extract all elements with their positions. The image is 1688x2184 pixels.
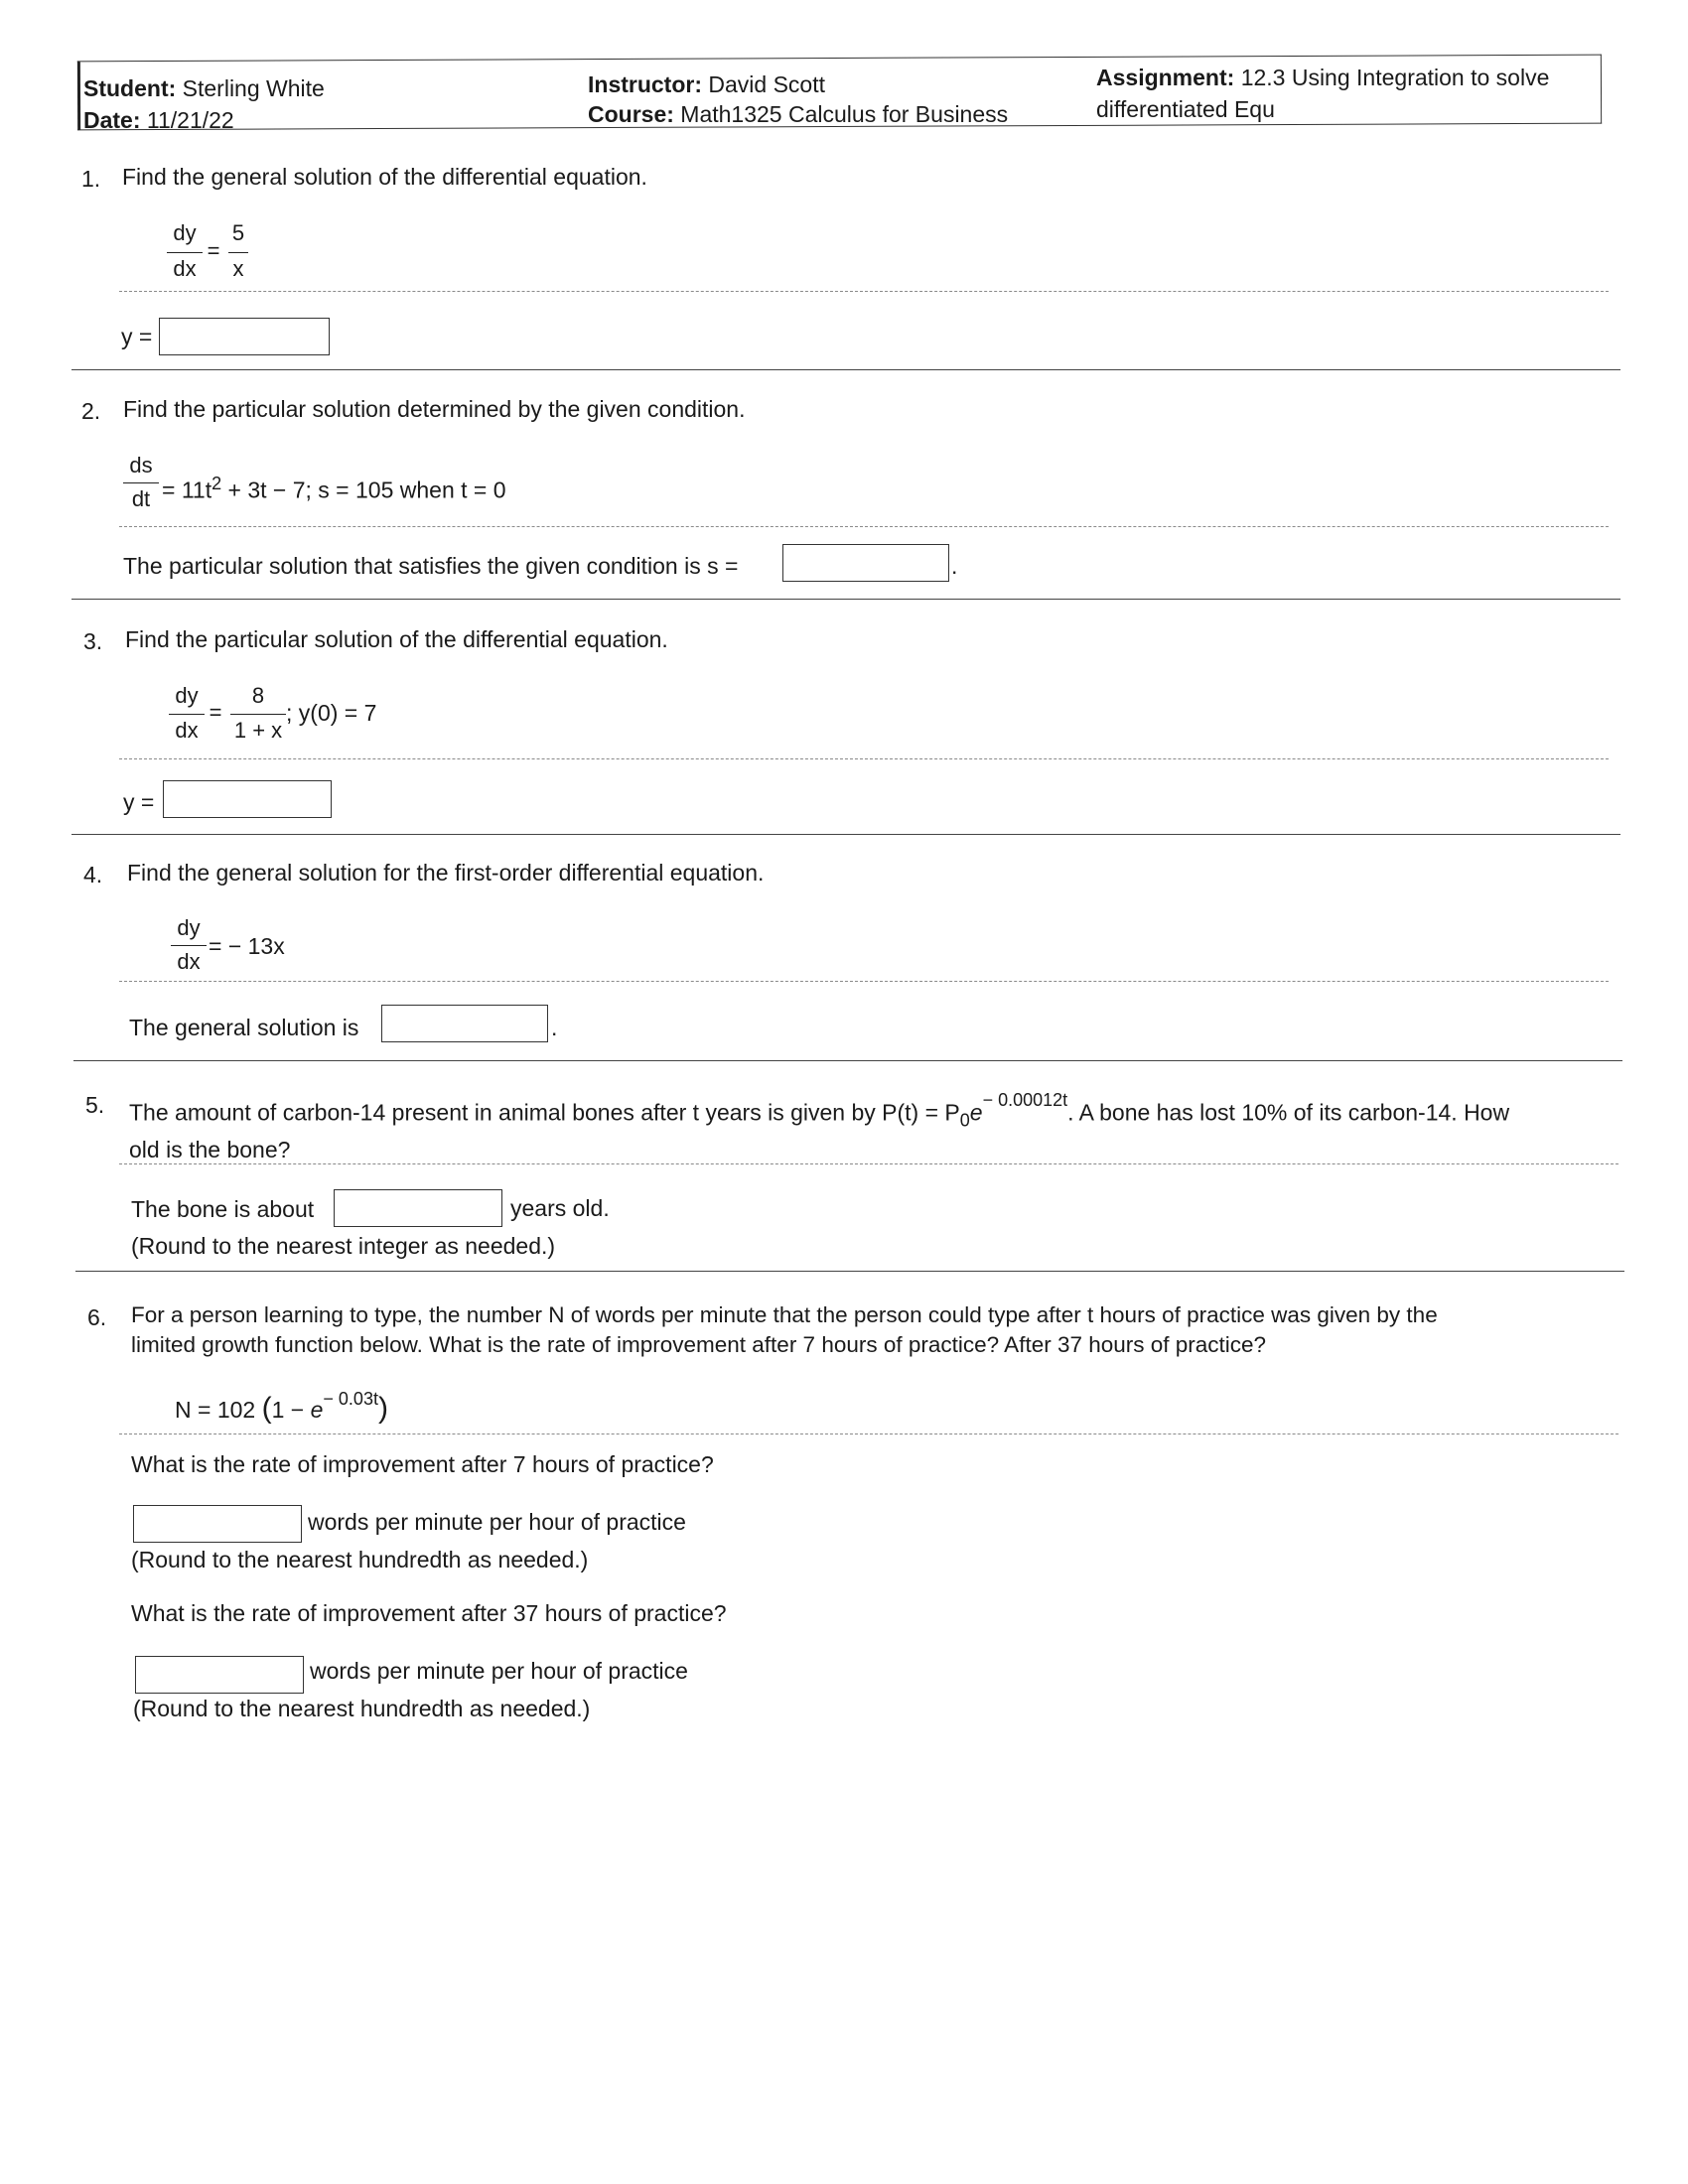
q1-rhs-den: x	[232, 256, 244, 281]
q1-answer-input[interactable]	[159, 318, 330, 355]
q6-prompt-line2: limited growth function below. What is the rate of improvement after 7 hours of practice? After 37 hours of practice?	[131, 1332, 1267, 1357]
q2-equation	[162, 474, 506, 504]
q1-lhs-bar	[167, 252, 203, 253]
q6-sub1-unit: words per minute per hour of practice	[308, 1509, 686, 1535]
q6-prompt-line1: For a person learning to type, the number N of words per minute that the person could type after t hours of practice was given by the	[131, 1302, 1438, 1327]
q3-rhs-den: 1 + x	[233, 718, 283, 743]
q5-separator	[75, 1271, 1624, 1272]
course-name: Math1325 Calculus for Business	[680, 101, 1009, 127]
assignment-label: Assignment:	[1096, 65, 1235, 90]
instructor-line	[588, 71, 825, 98]
q5-prompt-line2: old is the bone?	[129, 1137, 291, 1162]
instructor-name: David Scott	[708, 71, 825, 97]
q4-answer-label: The general solution is	[129, 1015, 359, 1040]
q6-formula-exp: − 0.03t	[323, 1389, 378, 1410]
q4-answer-input[interactable]	[381, 1005, 548, 1042]
q1-rhs-bar	[228, 252, 248, 253]
q5-prompt-e: e	[969, 1099, 983, 1126]
q1-answer-label: y =	[121, 324, 153, 349]
q1-separator	[71, 369, 1620, 370]
q3-answer-input[interactable]	[163, 780, 332, 818]
q5-prompt-a: The amount of carbon-14 present in animal bones after t years is given by P(t) = P	[129, 1099, 960, 1126]
q3-lhs-bar	[169, 714, 205, 715]
q1-prompt: Find the general solution of the differential equation.	[122, 164, 647, 190]
q3-answer-label: y =	[123, 789, 155, 815]
q5-prompt-sub: 0	[959, 1110, 970, 1131]
q1-rhs-num: 5	[231, 220, 245, 245]
q6-formula	[175, 1389, 388, 1426]
q2-answer-input[interactable]	[782, 544, 949, 582]
q6-formula-a: N = 102	[175, 1397, 256, 1423]
q5-number: 5.	[85, 1092, 105, 1118]
q6-sub2-hint: (Round to the nearest hundredth as needed.)	[133, 1696, 591, 1721]
q6-formula-close-paren: )	[377, 1392, 388, 1425]
q4-rhs: = − 13x	[209, 933, 285, 959]
course-line	[588, 101, 1008, 128]
q4-divider	[119, 981, 1609, 982]
q3-prompt: Find the particular solution of the differential equation.	[125, 626, 668, 652]
q2-prompt: Find the particular solution determined by the given condition.	[123, 396, 746, 422]
q2-number: 2.	[81, 398, 101, 424]
q1-divider	[119, 291, 1609, 292]
q4-lhs-bar	[171, 945, 207, 946]
assignment-title-cont: differentiated Equ	[1096, 96, 1275, 122]
q1-lhs-num: dy	[173, 220, 197, 245]
q2-rhs-exp: 2	[211, 474, 222, 493]
q3-eq: =	[209, 700, 222, 725]
q4-lhs-num: dy	[177, 915, 201, 940]
q1-lhs-den: dx	[173, 256, 197, 281]
q4-answer-period: .	[551, 1015, 558, 1040]
student-line	[83, 75, 325, 102]
q5-prompt	[129, 1090, 1510, 1131]
q2-lhs-num: ds	[129, 453, 153, 478]
q2-rhs-b: + 3t − 7; s = 105 when t = 0	[227, 477, 506, 503]
q6-formula-e: e	[310, 1397, 324, 1423]
q2-answer-label: The particular solution that satisfies the given condition is s =	[123, 553, 739, 579]
course-label: Course:	[588, 101, 674, 127]
q1-eq: =	[207, 238, 220, 263]
assignment-title: 12.3 Using Integration to solve	[1240, 65, 1550, 90]
q5-answer-prefix: The bone is about	[131, 1196, 315, 1222]
date-label: Date:	[83, 107, 141, 133]
q3-condition: ; y(0) = 7	[286, 700, 377, 726]
q3-rhs-bar	[230, 714, 286, 715]
q5-answer-input[interactable]	[334, 1189, 502, 1227]
q6-sub1-question: What is the rate of improvement after 7 hours of practice?	[131, 1451, 714, 1477]
q3-rhs-num: 8	[251, 683, 265, 708]
q5-divider	[119, 1163, 1618, 1164]
q2-lhs-den: dt	[131, 486, 151, 511]
q5-hint: (Round to the nearest integer as needed.)	[131, 1233, 556, 1259]
q5-answer-suffix: years old.	[510, 1195, 610, 1221]
student-name: Sterling White	[182, 75, 325, 101]
q3-lhs-den: dx	[175, 718, 199, 743]
q2-lhs-bar	[123, 482, 159, 483]
q6-sub2-answer-input[interactable]	[135, 1656, 304, 1694]
q6-formula-open-paren: (	[261, 1392, 272, 1425]
q5-prompt-b: . A bone has lost 10% of its carbon-14. How	[1067, 1099, 1510, 1126]
q4-number: 4.	[83, 862, 103, 887]
q3-lhs-num: dy	[175, 683, 199, 708]
q4-prompt: Find the general solution for the first-order differential equation.	[127, 860, 765, 886]
q2-rhs-a: = 11t	[162, 477, 212, 503]
student-label: Student:	[83, 75, 177, 101]
q2-answer-period: .	[951, 553, 958, 579]
q6-sub1-answer-input[interactable]	[133, 1505, 302, 1543]
q6-sub1-hint: (Round to the nearest hundredth as needed.)	[131, 1547, 589, 1572]
q6-sub2-question: What is the rate of improvement after 37 hours of practice?	[131, 1600, 727, 1626]
q3-number: 3.	[83, 628, 103, 654]
q6-sub2-unit: words per minute per hour of practice	[310, 1658, 688, 1684]
q1-number: 1.	[81, 166, 101, 192]
q2-separator	[71, 599, 1620, 600]
q6-number: 6.	[87, 1304, 107, 1330]
q6-divider	[119, 1433, 1618, 1434]
date-value: 11/21/22	[146, 107, 234, 133]
q4-lhs-den: dx	[177, 949, 201, 974]
q6-formula-b: 1 −	[271, 1397, 311, 1423]
q5-prompt-exp: − 0.00012t	[982, 1090, 1068, 1110]
date-line	[83, 107, 234, 134]
instructor-label: Instructor:	[588, 71, 702, 97]
q3-divider	[119, 758, 1609, 759]
q3-separator	[71, 834, 1620, 835]
q2-divider	[119, 526, 1609, 527]
assignment-line	[1096, 65, 1549, 91]
q4-separator	[73, 1060, 1622, 1061]
